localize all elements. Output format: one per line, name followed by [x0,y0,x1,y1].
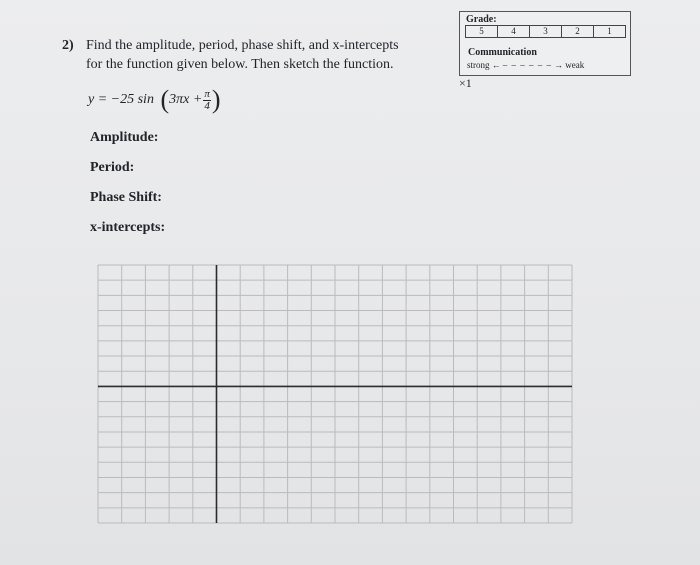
amplitude-label: Amplitude: [90,130,159,145]
grade-score-3[interactable]: 3 [530,26,562,37]
equation-prefix: y = −25 sin [88,92,154,107]
equation-inner: 3πx + [169,92,203,107]
period-label: Period: [90,160,135,175]
question-number: 2) [62,38,74,53]
grade-title: Grade: [466,14,497,25]
scale-dashes: – – – – – – [502,60,552,70]
fraction-numerator: π [204,87,210,100]
communication-title: Communication [468,47,537,58]
function-equation [88,85,221,114]
question-line-1: Find the amplitude, period, phase shift, and x-intercepts [86,38,399,53]
grade-score-4[interactable]: 4 [498,26,530,37]
open-paren-icon: ( [153,85,170,114]
scale-strong-label: strong [467,60,490,70]
left-arrow-icon: ← [489,60,501,70]
scale-weak-label: weak [565,60,585,70]
question-prompt [86,36,399,74]
grade-score-5[interactable]: 5 [466,26,498,37]
grade-score-1[interactable]: 1 [607,26,612,36]
fraction-denominator: 4 [204,99,210,112]
right-arrow-icon: → [554,60,566,70]
graph-grid-svg[interactable] [96,263,574,525]
x-intercepts-label: x-intercepts: [90,220,166,235]
phase-shift-label: Phase Shift: [90,190,162,205]
close-paren-icon: ) [211,85,221,114]
grade-rubric-box [459,11,631,76]
grade-score-row [465,25,626,38]
communication-scale [467,60,584,70]
grade-score-2[interactable]: 2 [562,26,594,37]
equation-fraction [203,89,211,112]
graph-grid[interactable] [96,263,574,530]
grade-multiplier: ×1 [459,76,472,90]
question-line-2: for the function given below. Then sketch the function. [86,57,394,72]
